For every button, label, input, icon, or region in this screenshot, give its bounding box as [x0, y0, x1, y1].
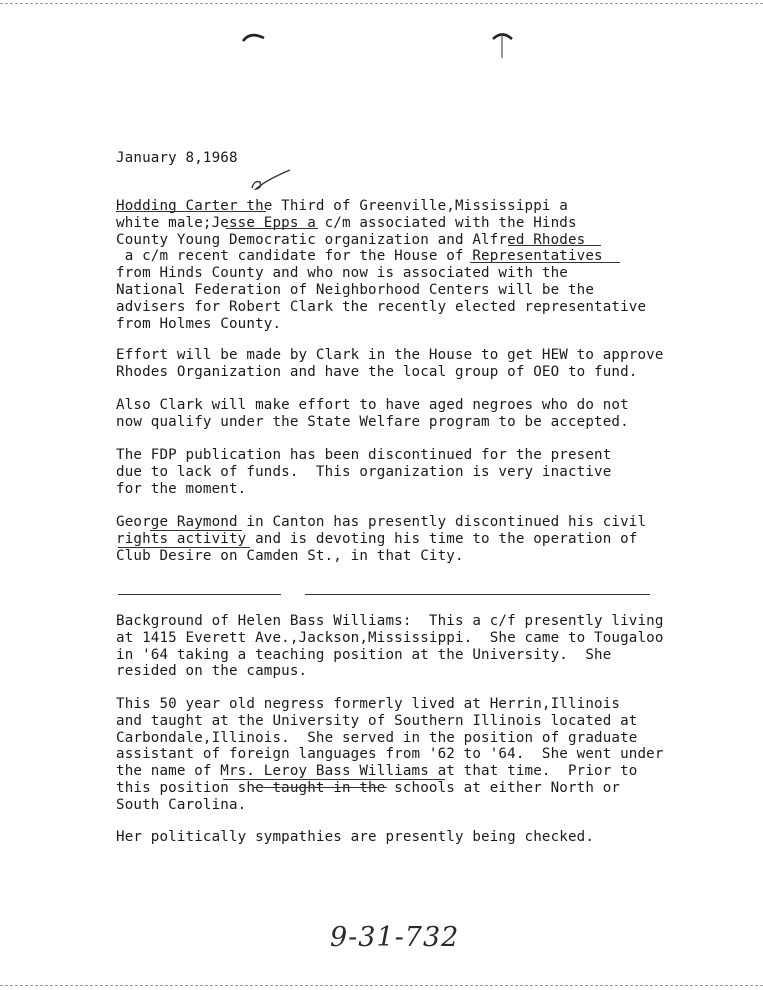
page-top-edge [0, 3, 763, 4]
paragraph-background: Background of Helen Bass Williams: This a c/f presently living at 1415 Everett Ave.,Jackson,Mississippi. She came to Tougaloo in '64 taking a teaching position at the University. She resided on the campus. [116, 613, 664, 680]
paragraph-fdp: The FDP publication has been discontinued for the present due to lack of funds. This organization is very inactive for the moment. [116, 447, 612, 497]
handwritten-file-number: 9-31-732 [330, 922, 460, 953]
handwritten-underline [116, 211, 266, 212]
paragraph-raymond: George Raymond in Canton has presently discontinued his civil rights activity and is devoting his time to the operation of Club Desire on Camden St., in that City. [116, 514, 647, 564]
handwritten-underline [150, 530, 242, 531]
paragraph-aged: Also Clark will make effort to have aged negroes who do not now qualify under the State Welfare program to be accepted. [116, 397, 629, 430]
paragraph-effort: Effort will be made by Clark in the House to get HEW to approve Rhodes Organization and have the local group of OEO to fund. [116, 347, 664, 380]
page-bottom-edge [0, 985, 763, 986]
handwritten-underline [508, 245, 601, 246]
section-divider [305, 594, 650, 595]
handwritten-underline [223, 779, 445, 780]
handwritten-underline [470, 262, 620, 263]
paragraph-advisers: Hodding Carter the Third of Greenville,Mississippi a white male;Jesse Epps a c/m associated with the Hinds County Young Democratic organization and Alfred Rhodes a c/m recent candidate for the House of Representatives from Hinds County and who now is associated with the National Federation of Neighborhood Centers will be the advisers for Robert Clark the recently elected representative from Holmes County. [116, 198, 647, 332]
handwritten-check-mark [248, 168, 294, 196]
handwritten-underline [253, 787, 387, 788]
section-divider [118, 594, 281, 595]
binder-hole-mark-right [490, 30, 516, 60]
paragraph-checked: Her politically sympathies are presently being checked. [116, 829, 595, 845]
handwritten-underline [118, 547, 250, 548]
document-date: January 8,1968 [116, 150, 238, 166]
binder-hole-mark-left [240, 28, 268, 44]
paragraph-history: This 50 year old negress formerly lived at Herrin,Illinois and taught at the University of Southern Illinois located at Carbondale,Illinois. She served in the position of graduate assistant of foreign languages from '62 to '64. She went under the name of Mrs. Leroy Bass Williams at that time. Prior to this position she taught in the schools at either North or South Carolina. [116, 696, 664, 813]
handwritten-underline [226, 228, 318, 229]
